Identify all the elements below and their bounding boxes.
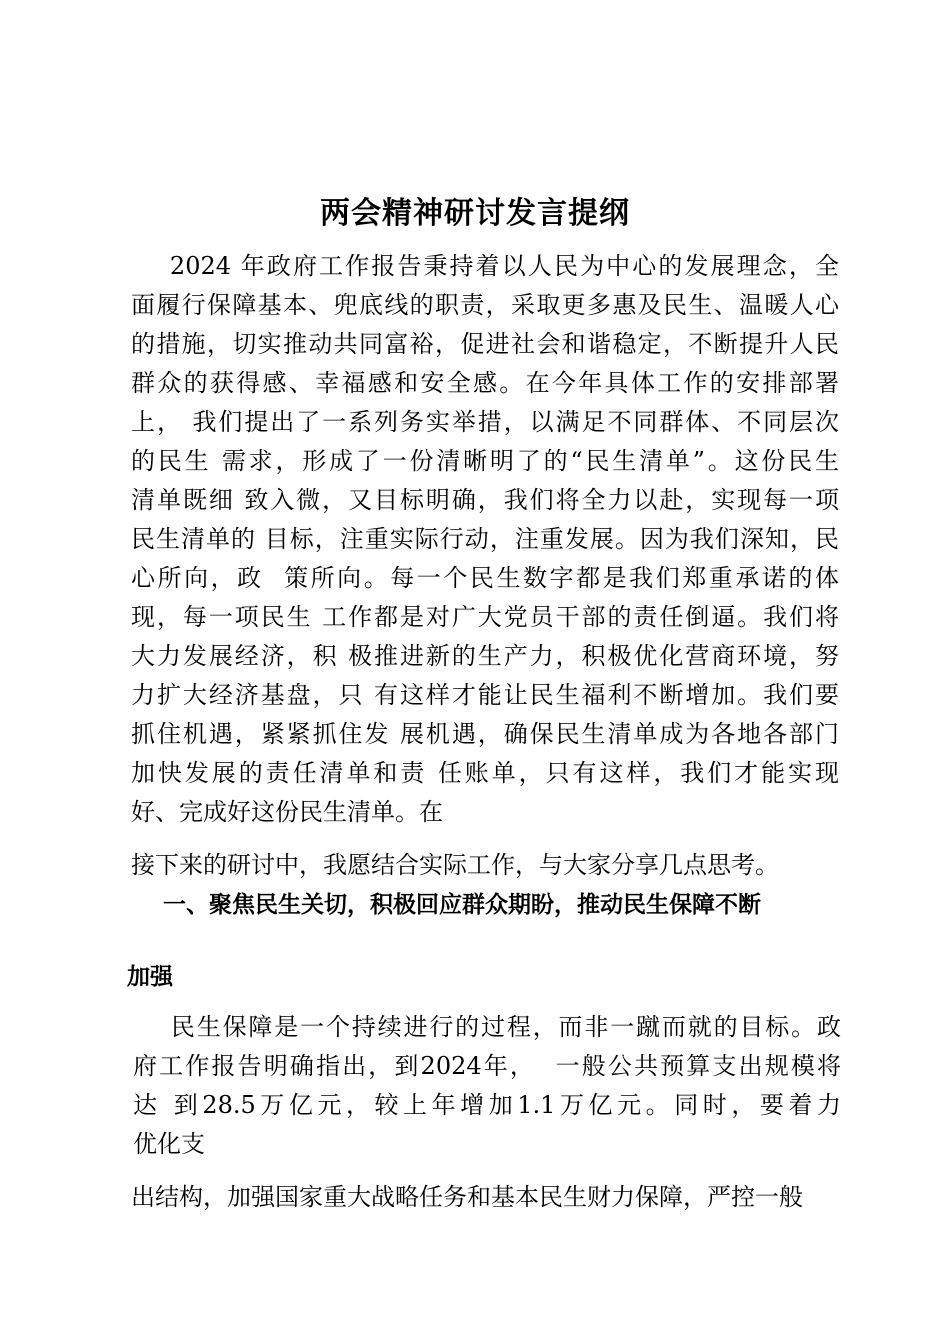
paragraph-intro-line: 心所向，政 策所向。每一个民生数字都是我们郑重承诺的体	[131, 564, 839, 592]
paragraph-intro-line: 上， 我们提出了一系列务实举措，以满足不同群体、不同层次	[131, 408, 839, 436]
paragraph-intro-line: 群众的获得感、幸福感和安全感。在今年具体工作的安排部署	[131, 369, 839, 397]
paragraph-intro-line: 加快发展的责任清单和责 任账单，只有这样，我们才能实现	[131, 759, 839, 787]
section-heading-1: 一、聚焦民生关切，积极回应群众期盼，推动民生保障不断	[131, 892, 762, 918]
paragraph-intro-line: 大力发展经济，积 极推进新的生产力，积极优化营商环境，努	[131, 642, 839, 670]
paragraph-budget-line: 民生保障是一个持续进行的过程，而非一蹴而就的目标。政	[133, 1013, 841, 1041]
paragraph-intro	[131, 247, 839, 832]
paragraph-budget	[133, 1008, 841, 1164]
paragraph-intro-continuation: 接下来的研讨中，我愿结合实际工作，与大家分享几点思考。	[131, 851, 779, 879]
paragraph-intro-line: 现，每一项民生 工作都是对广大党员干部的责任倒逼。我们将	[131, 603, 839, 631]
paragraph-intro-line: 抓住机遇，紧紧抓住发 展机遇，确保民生清单成为各地各部门	[131, 720, 839, 748]
paragraph-intro-line: 面履行保障基本、兜底线的职责，采取更多惠及民生、温暖人心	[131, 291, 839, 319]
section-heading-1-continued: 加强	[127, 964, 173, 990]
paragraph-intro-line: 力扩大经济基盘，只 有这样才能让民生福利不断增加。我们要	[131, 681, 839, 709]
paragraph-intro-line: 清单既细 致入微，又目标明确，我们将全力以赴，实现每一项	[131, 486, 839, 514]
paragraph-intro-line: 的措施，切实推动共同富裕，促进社会和谐稳定，不断提升人民	[131, 330, 839, 358]
paragraph-budget-line: 优化支	[133, 1130, 205, 1158]
paragraph-intro-line: 2024 年政府工作报告秉持着以人民为中心的发展理念，全	[131, 252, 839, 280]
paragraph-intro-line: 的民生 需求，形成了一份清晰明了的“民生清单”。这份民生	[131, 447, 839, 475]
paragraph-budget-continuation: 出结构，加强国家重大战略任务和基本民生财力保障，严控一般	[131, 1183, 803, 1211]
paragraph-intro-line: 民生清单的 目标，注重实际行动，注重发展。因为我们深知，民	[131, 525, 839, 553]
paragraph-intro-line: 好、完成好这份民生清单。在	[131, 798, 443, 826]
paragraph-budget-line: 府工作报告明确指出，到2024年， 一般公共预算支出规模将	[133, 1052, 841, 1080]
paragraph-budget-line: 达 到28.5万亿元，较上年增加1.1万亿元。同时，要着力	[133, 1091, 841, 1119]
document-title: 两会精神研讨发言提纲	[320, 196, 630, 231]
